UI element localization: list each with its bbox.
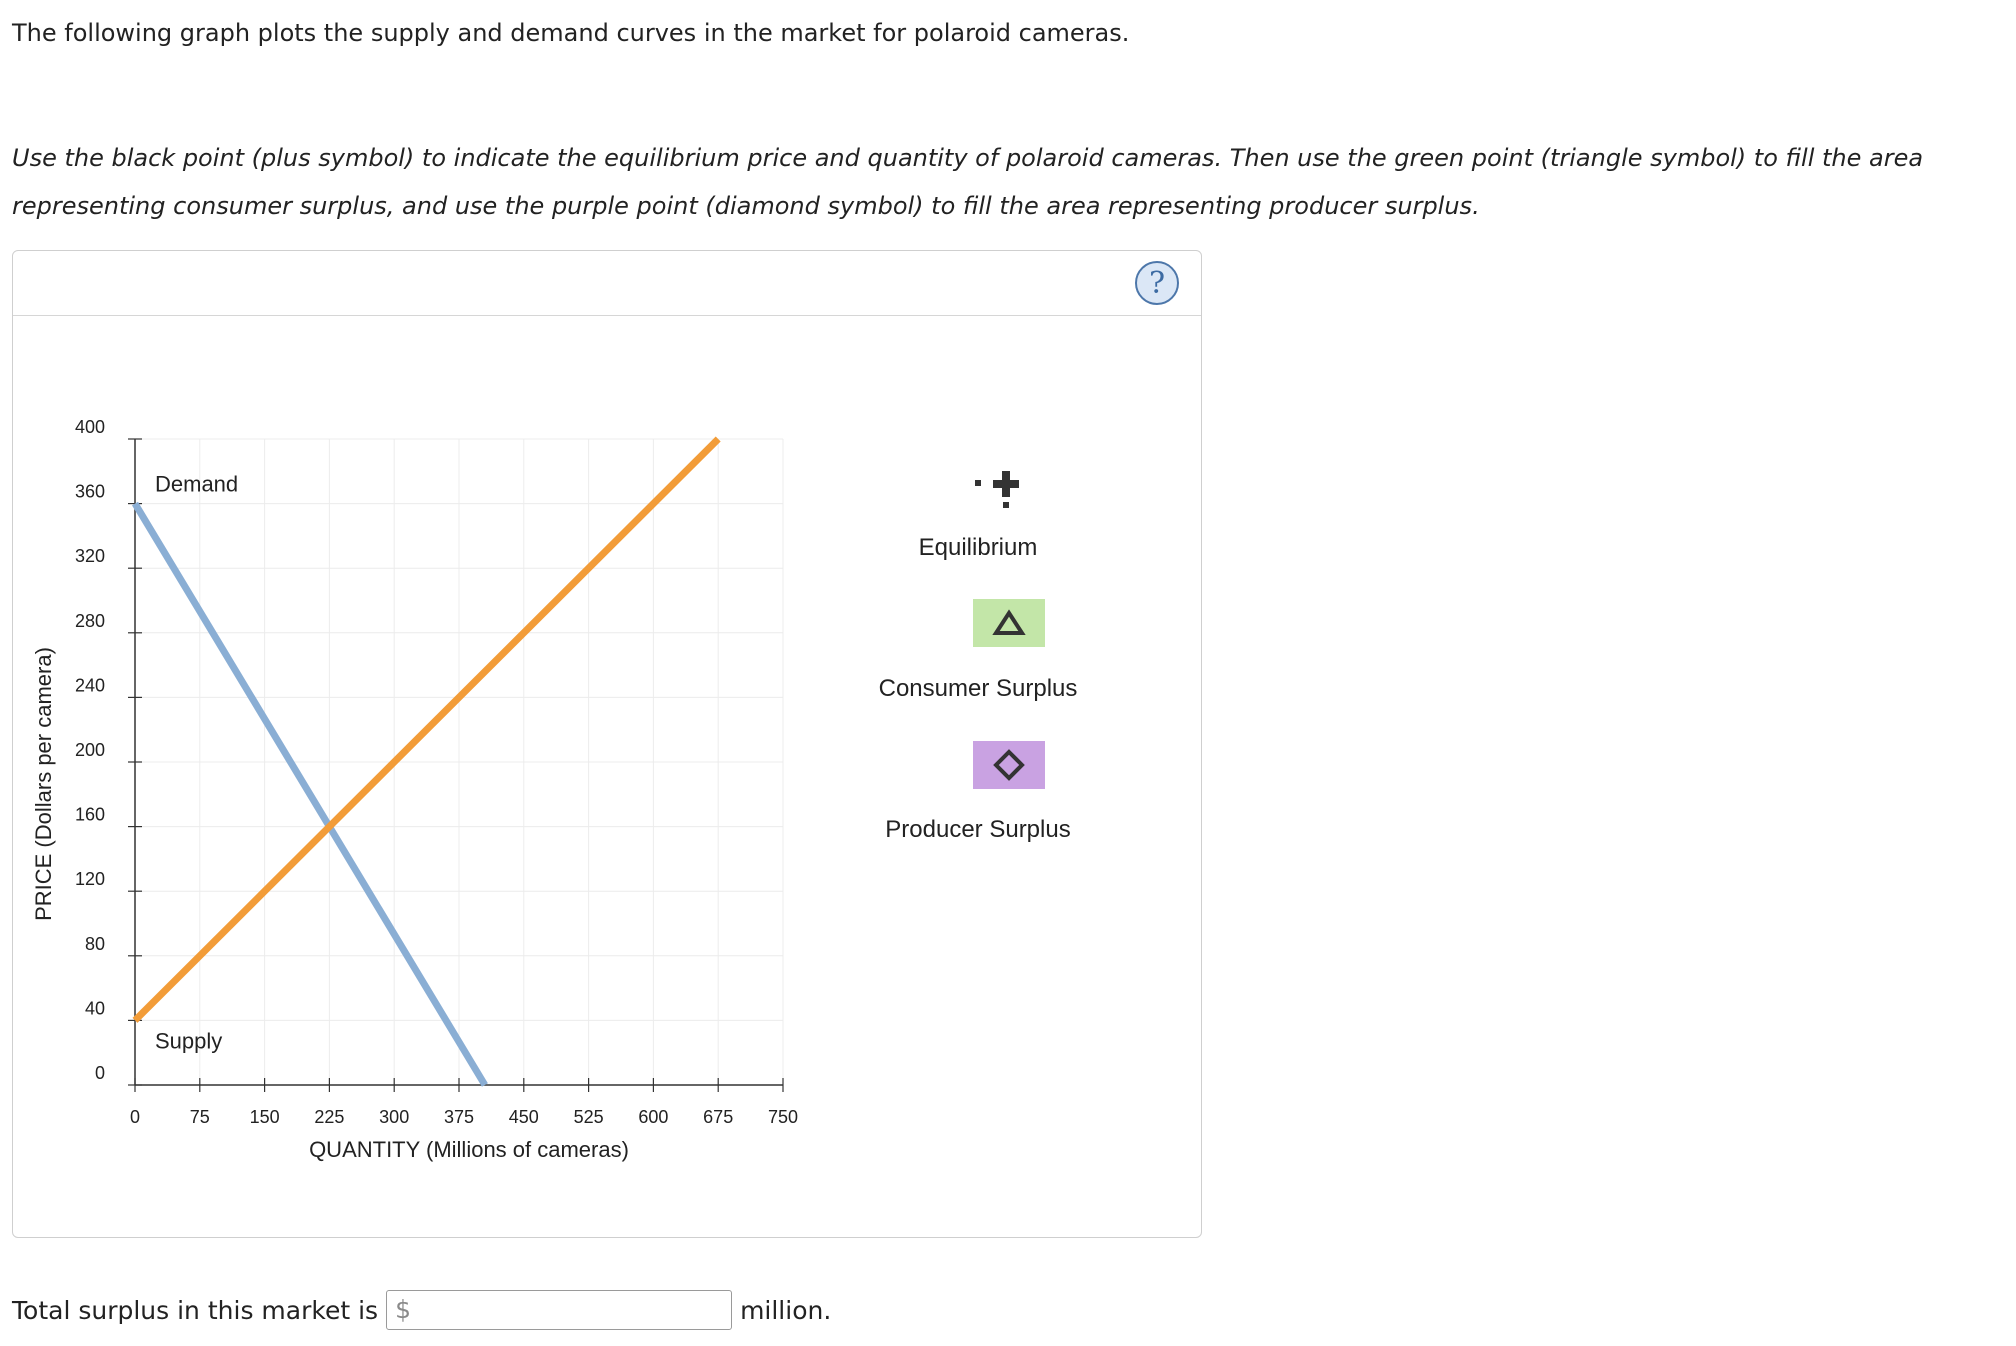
y-tick-label: 80	[84, 933, 105, 954]
y-tick-label: 400	[74, 417, 105, 437]
y-tick-label: 280	[74, 610, 105, 631]
y-tick-label: 200	[74, 740, 105, 760]
x-tick-label: 150	[249, 1107, 280, 1127]
dollar-sign: $	[395, 1295, 411, 1324]
total-surplus-input[interactable]	[415, 1291, 731, 1331]
x-tick-label: 0	[129, 1107, 141, 1127]
graph-panel	[12, 250, 1202, 1238]
total-surplus-row	[12, 1290, 831, 1330]
y-tick-label: 40	[84, 998, 105, 1019]
y-tick-label: 320	[74, 546, 105, 567]
y-tick-label: 120	[74, 869, 105, 890]
y-axis-title: PRICE (Dollars per camera)	[31, 647, 56, 921]
y-tick-label: 0	[94, 1063, 105, 1083]
x-axis-title: QUANTITY (Millions of cameras)	[309, 1137, 629, 1162]
y-tick-label: 360	[74, 481, 105, 502]
y-tick-label: 160	[74, 804, 105, 825]
consumer-surplus-label: Consumer Surplus	[878, 675, 1078, 702]
x-tick-label: 675	[703, 1107, 734, 1127]
supply-curve-label: Supply	[155, 1028, 223, 1054]
equilibrium-label: Equilibrium	[918, 534, 1038, 561]
y-tick-label: 240	[74, 675, 105, 696]
demand-curve	[135, 504, 485, 1085]
demand-curve-label: Demand	[155, 471, 239, 497]
total-surplus-field[interactable]	[386, 1290, 732, 1330]
total-surplus-prefix: Total surplus in this market is	[12, 1295, 379, 1325]
x-tick-label: 600	[638, 1107, 669, 1127]
x-tick-label: 750	[767, 1107, 799, 1127]
equilibrium-plus-icon[interactable]	[975, 466, 1019, 514]
producer-surplus-diamond-icon[interactable]	[973, 741, 1045, 789]
producer-surplus-label: Producer Surplus	[885, 816, 1071, 843]
x-tick-label: 450	[508, 1107, 539, 1127]
x-tick-label: 375	[443, 1107, 475, 1127]
grid	[135, 439, 783, 1085]
instructions-text: Use the black point (plus symbol) to indicate the equilibrium price and quantity of polaroid cameras. Then use the green point (triangle symbol) to fill the area representing consumer surplus, and use the purple point (diamond symbol) to fill the area representing producer surplus.	[12, 144, 1924, 220]
x-tick-label: 525	[573, 1107, 604, 1127]
consumer-surplus-triangle-icon[interactable]	[973, 599, 1045, 647]
total-surplus-suffix: million.	[740, 1295, 832, 1325]
supply-curve	[135, 439, 718, 1020]
x-tick-label: 75	[189, 1107, 210, 1127]
help-icon: ?	[1148, 265, 1166, 301]
x-tick-label: 225	[314, 1107, 345, 1127]
x-tick-label: 300	[379, 1107, 410, 1127]
axes	[128, 439, 783, 1092]
intro-text: The following graph plots the supply and demand curves in the market for polaroid cameras.	[12, 19, 1130, 47]
